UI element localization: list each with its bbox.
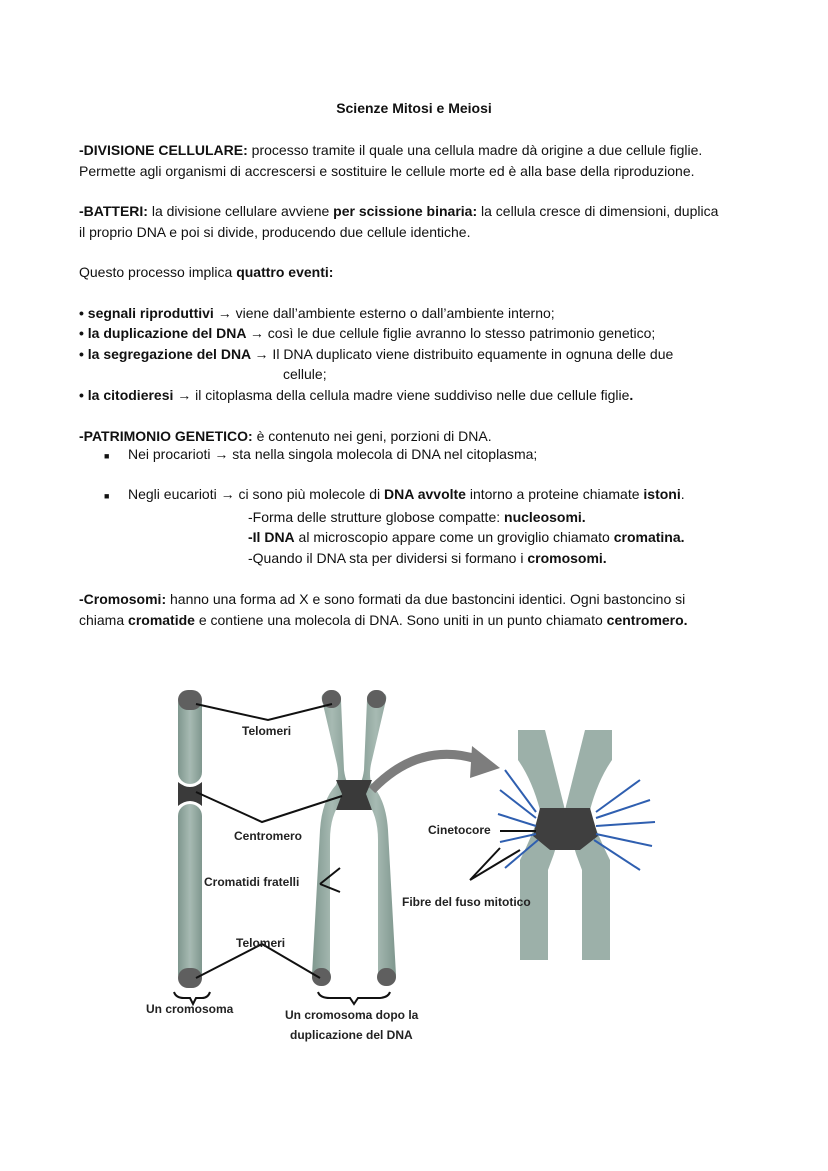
sub-bold: nucleosomi. bbox=[504, 509, 586, 525]
batteri-bold: per scissione binaria: bbox=[333, 203, 478, 219]
patrimonio-text: è contenuto nei geni, porzioni di DNA. bbox=[252, 428, 492, 444]
label-fibre: Fibre del fuso mitotico bbox=[402, 895, 531, 909]
centromero-bold: centromero. bbox=[606, 612, 688, 628]
label-cromatidi: Cromatidi fratelli bbox=[204, 875, 300, 889]
batteri-label: -BATTERI: bbox=[79, 203, 148, 219]
eucarioti-bold: DNA avvolte bbox=[384, 486, 466, 502]
sub-bold: -Il DNA bbox=[248, 529, 295, 545]
label-dopo-2: duplicazione del DNA bbox=[290, 1028, 413, 1042]
bullet-segregazione-cont: cellule; bbox=[283, 366, 327, 382]
eventi-bold: quattro eventi: bbox=[236, 264, 334, 280]
procarioti-item: Nei procarioti → sta nella singola molecola di DNA nel citoplasma; bbox=[128, 446, 538, 462]
sub-text: -Forma delle strutture globose compatte: bbox=[248, 509, 505, 525]
sub-text: al microscopio appare come un groviglio chiamato bbox=[294, 529, 614, 545]
cromosomi-text: hanno una forma ad X e sono formati da due bastoncini identici. Ogni bastoncino si bbox=[166, 591, 686, 607]
divisione-label: -DIVISIONE CELLULARE: bbox=[79, 142, 248, 158]
page-title: Scienze Mitosi e Meiosi bbox=[336, 100, 492, 116]
cromosomi-text-2: chiama bbox=[79, 612, 129, 628]
label-cinetocore: Cinetocore bbox=[428, 823, 491, 837]
bullet-text: il citoplasma della cellula madre viene suddiviso nelle due cellule figlie bbox=[191, 387, 630, 403]
label-dopo-1: Un cromosoma dopo la bbox=[285, 1008, 419, 1022]
bullet-text: così le due cellule figlie avranno lo stesso patrimonio genetico; bbox=[263, 325, 656, 341]
sub-text: -Quando il DNA sta per dividersi si formano i bbox=[248, 550, 528, 566]
label-un-cromosoma: Un cromosoma bbox=[146, 1002, 234, 1016]
eucarioti-text: Negli eucarioti → ci sono più molecole di bbox=[128, 486, 385, 502]
brace-duplicated bbox=[318, 992, 390, 1004]
batteri-text-3: il proprio DNA e poi si divide, producendo due cellule identiche. bbox=[79, 224, 471, 240]
divisione-text: processo tramite il quale una cellula madre dà origine a due cellule figlie. bbox=[247, 142, 703, 158]
patrimonio-label: -PATRIMONIO GENETICO: bbox=[79, 428, 253, 444]
zoomed-centromere bbox=[498, 730, 655, 960]
duplicated-chromosome bbox=[312, 690, 396, 986]
label-telomeri-top: Telomeri bbox=[242, 724, 292, 738]
batteri-text: la divisione cellulare avviene bbox=[147, 203, 334, 219]
eventi-text: Questo processo implica bbox=[79, 264, 237, 280]
bullet-bold: • la segregazione del DNA → bbox=[79, 346, 269, 362]
divisione-text-2: Permette agli organismi di accrescersi e sostituire le cellule morte ed è alla base della riproduzione. bbox=[79, 163, 695, 179]
cromosomi-label: -Cromosomi: bbox=[79, 591, 167, 607]
label-telomeri-bottom: Telomeri bbox=[236, 936, 286, 950]
bullet-text: viene dall’ambiente esterno o dall’ambiente interno; bbox=[231, 305, 555, 321]
batteri-text-2: la cellula cresce di dimensioni, duplica bbox=[477, 203, 719, 219]
bullet-text: Il DNA duplicato viene distribuito equamente in ognuna delle due bbox=[268, 346, 674, 362]
square-bullet-icon: ■ bbox=[104, 491, 110, 501]
bullet-bold: • la duplicazione del DNA → bbox=[79, 325, 264, 341]
sub-bold: cromosomi. bbox=[527, 550, 607, 566]
bullet-end: . bbox=[629, 387, 634, 403]
bullet-bold: • segnali riproduttivi → bbox=[79, 305, 232, 321]
square-bullet-icon: ■ bbox=[104, 451, 110, 461]
label-centromero: Centromero bbox=[234, 829, 303, 843]
sub-bold-2: cromatina. bbox=[613, 529, 685, 545]
cromosomi-text-3: e contiene una molecola di DNA. Sono uniti in un punto chiamato bbox=[194, 612, 607, 628]
cromatide-bold: cromatide bbox=[128, 612, 195, 628]
arrowhead-icon bbox=[470, 746, 500, 778]
bullet-bold: • la citodieresi → bbox=[79, 387, 192, 403]
zoom-arrow bbox=[372, 754, 480, 790]
single-chromosome bbox=[178, 690, 202, 988]
eucarioti-bold-2: istoni bbox=[643, 486, 681, 502]
eucarioti-end: . bbox=[680, 486, 685, 502]
eucarioti-text-2: intorno a proteine chiamate bbox=[465, 486, 644, 502]
